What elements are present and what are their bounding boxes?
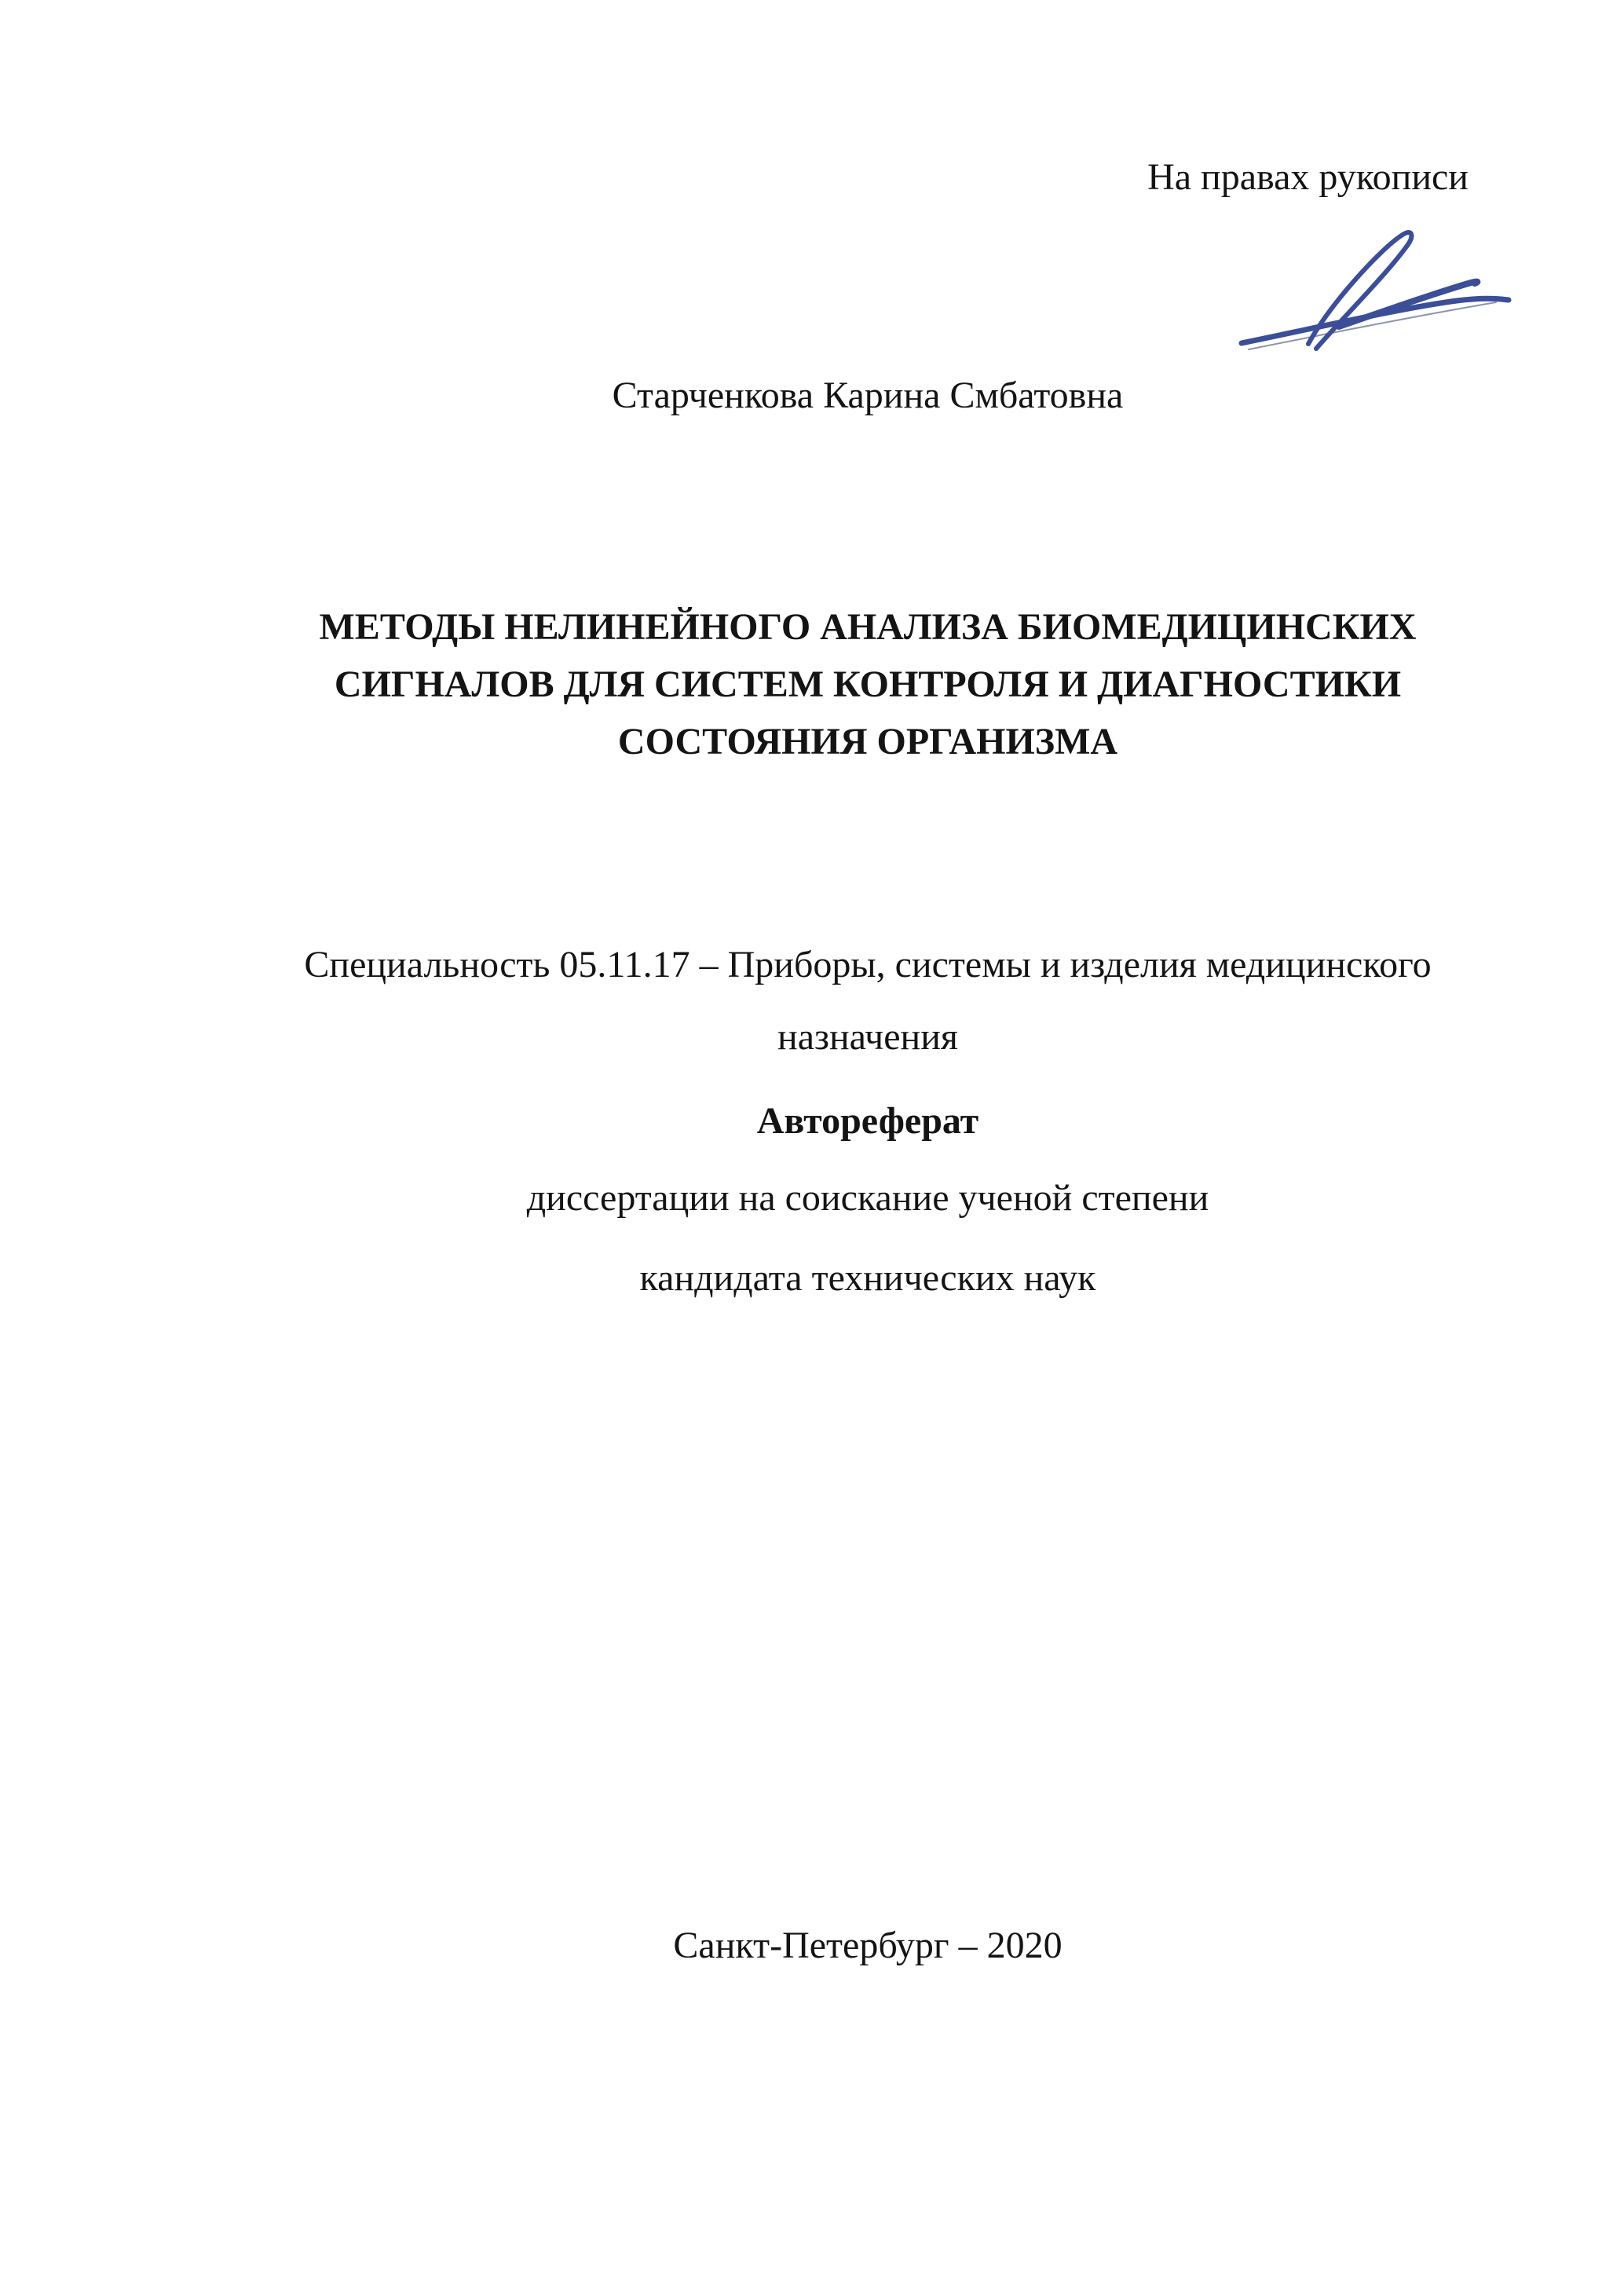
dissertation-title-line-1: МЕТОДЫ НЕЛИНЕЙНОГО АНАЛИЗА БИОМЕДИЦИНСКИХ xyxy=(319,606,1417,648)
author-name: Старченкова Карина Смбатовна xyxy=(612,375,1124,416)
city-year: Санкт-Петербург – 2020 xyxy=(673,1925,1063,1966)
dissertation-title-line-3: СОСТОЯНИЯ ОРГАНИЗМА xyxy=(617,721,1118,762)
dissertation-title-line-2: СИГНАЛОВ ДЛЯ СИСТЕМ КОНТРОЛЯ И ДИАГНОСТИКИ xyxy=(334,664,1402,705)
dissertation-title xyxy=(232,598,1504,770)
abstract-type-label: Автореферат xyxy=(756,1100,979,1142)
thesis-degree-line-2: кандидата технических наук xyxy=(639,1257,1096,1299)
content-column xyxy=(232,0,1504,2296)
manuscript-note: На правах рукописи xyxy=(1147,156,1469,198)
specialty-line-1: Специальность 05.11.17 – Приборы, системы и изделия медицинского xyxy=(304,944,1432,985)
specialty-line-2: назначения xyxy=(777,1016,958,1058)
thesis-degree-line-1: диссертации на соискание ученой степени xyxy=(526,1177,1209,1219)
